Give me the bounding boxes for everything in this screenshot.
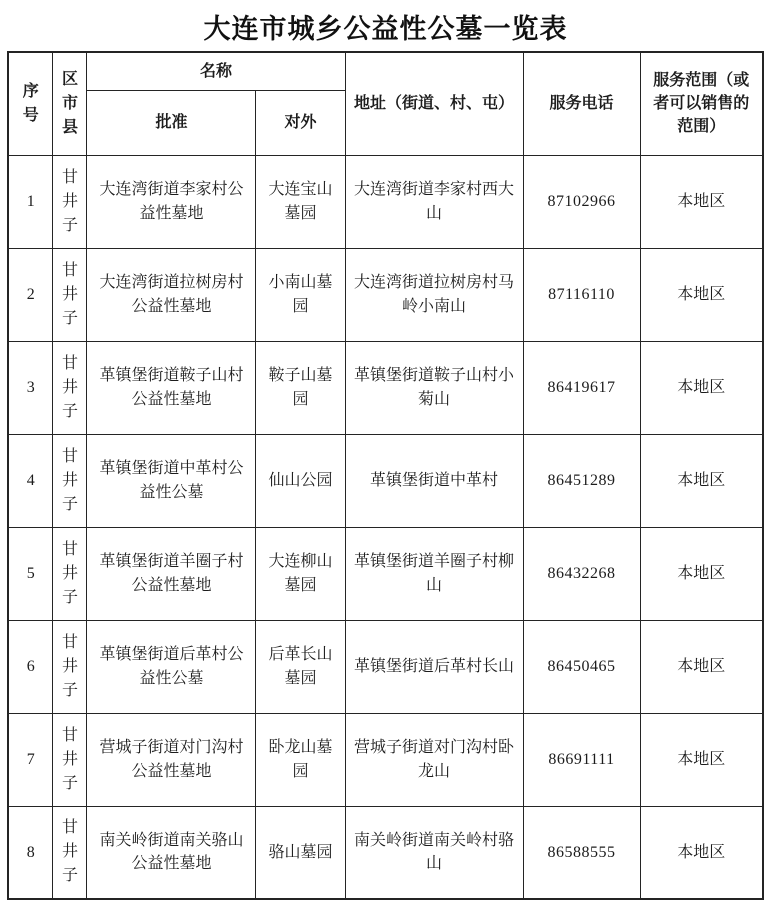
cell-district bbox=[53, 248, 87, 341]
cell-approved-name: 革镇堡街道鞍子山村公益性墓地 bbox=[87, 341, 256, 434]
cell-seq: 3 bbox=[8, 341, 53, 434]
header-approved: 批准 bbox=[87, 90, 256, 155]
cell-district-label: 甘井子 bbox=[61, 819, 78, 885]
cell-district-label: 甘井子 bbox=[61, 540, 78, 606]
cell-phone: 87102966 bbox=[523, 155, 640, 248]
cell-address: 南关岭街道南关岭村骆山 bbox=[345, 806, 523, 899]
header-district bbox=[53, 52, 87, 155]
cell-district bbox=[53, 155, 87, 248]
cell-approved-name: 大连湾街道拉树房村公益性墓地 bbox=[87, 248, 256, 341]
table-row bbox=[8, 341, 763, 434]
cemetery-table bbox=[7, 51, 764, 900]
cell-district-label: 甘井子 bbox=[61, 261, 78, 327]
cell-phone: 86450465 bbox=[523, 620, 640, 713]
table-row bbox=[8, 434, 763, 527]
cell-district-label: 甘井子 bbox=[61, 168, 78, 234]
table-row bbox=[8, 248, 763, 341]
table-header bbox=[8, 52, 763, 155]
cell-seq: 4 bbox=[8, 434, 53, 527]
cell-approved-name: 革镇堡街道后革村公益性公墓 bbox=[87, 620, 256, 713]
cell-external-name: 大连柳山墓园 bbox=[256, 527, 345, 620]
cell-external-name: 卧龙山墓园 bbox=[256, 713, 345, 806]
cell-approved-name: 革镇堡街道中革村公益性公墓 bbox=[87, 434, 256, 527]
cell-phone: 86451289 bbox=[523, 434, 640, 527]
cell-address: 革镇堡街道后革村长山 bbox=[345, 620, 523, 713]
cell-external-name: 小南山墓园 bbox=[256, 248, 345, 341]
cell-district bbox=[53, 806, 87, 899]
cell-district bbox=[53, 434, 87, 527]
cell-scope: 本地区 bbox=[640, 155, 763, 248]
cell-district-label: 甘井子 bbox=[61, 354, 78, 420]
table-row bbox=[8, 620, 763, 713]
cell-scope: 本地区 bbox=[640, 806, 763, 899]
cell-approved-name: 革镇堡街道羊圈子村公益性墓地 bbox=[87, 527, 256, 620]
header-address: 地址（街道、村、屯） bbox=[345, 52, 523, 155]
cell-scope: 本地区 bbox=[640, 341, 763, 434]
table-row bbox=[8, 527, 763, 620]
cell-external-name: 后革长山墓园 bbox=[256, 620, 345, 713]
cell-scope: 本地区 bbox=[640, 527, 763, 620]
header-name-group: 名称 bbox=[87, 52, 345, 90]
cell-district-label: 甘井子 bbox=[61, 726, 78, 792]
cell-district bbox=[53, 527, 87, 620]
cell-district-label: 甘井子 bbox=[61, 633, 78, 699]
cell-seq: 6 bbox=[8, 620, 53, 713]
cell-district-label: 甘井子 bbox=[61, 447, 78, 513]
cell-approved-name: 营城子街道对门沟村公益性墓地 bbox=[87, 713, 256, 806]
cell-phone: 86419617 bbox=[523, 341, 640, 434]
cell-address: 革镇堡街道中革村 bbox=[345, 434, 523, 527]
table-row bbox=[8, 713, 763, 806]
table-row bbox=[8, 806, 763, 899]
cell-phone: 86691111 bbox=[523, 713, 640, 806]
cell-district bbox=[53, 341, 87, 434]
cell-scope: 本地区 bbox=[640, 713, 763, 806]
cell-scope: 本地区 bbox=[640, 434, 763, 527]
cell-district bbox=[53, 713, 87, 806]
header-scope: 服务范围（或者可以销售的范围） bbox=[640, 52, 763, 155]
cell-phone: 86588555 bbox=[523, 806, 640, 899]
cell-seq: 2 bbox=[8, 248, 53, 341]
header-row-top bbox=[8, 52, 763, 90]
cell-phone: 87116110 bbox=[523, 248, 640, 341]
cell-approved-name: 大连湾街道李家村公益性墓地 bbox=[87, 155, 256, 248]
header-seq bbox=[8, 52, 53, 155]
header-seq-label: 序号 bbox=[22, 82, 39, 124]
cell-seq: 8 bbox=[8, 806, 53, 899]
cell-scope: 本地区 bbox=[640, 620, 763, 713]
cell-address: 营城子街道对门沟村卧龙山 bbox=[345, 713, 523, 806]
header-phone: 服务电话 bbox=[523, 52, 640, 155]
cell-approved-name: 南关岭街道南关骆山公益性墓地 bbox=[87, 806, 256, 899]
cell-seq: 5 bbox=[8, 527, 53, 620]
cell-address: 大连湾街道拉树房村马岭小南山 bbox=[345, 248, 523, 341]
cell-seq: 1 bbox=[8, 155, 53, 248]
cell-external-name: 骆山墓园 bbox=[256, 806, 345, 899]
page-title: 大连市城乡公益性公墓一览表 bbox=[203, 14, 568, 44]
cell-external-name: 大连宝山墓园 bbox=[256, 155, 345, 248]
cell-phone: 86432268 bbox=[523, 527, 640, 620]
cell-district bbox=[53, 620, 87, 713]
header-external: 对外 bbox=[256, 90, 345, 155]
cell-address: 革镇堡街道羊圈子村柳山 bbox=[345, 527, 523, 620]
cell-address: 大连湾街道李家村西大山 bbox=[345, 155, 523, 248]
cell-address: 革镇堡街道鞍子山村小菊山 bbox=[345, 341, 523, 434]
table-body bbox=[8, 155, 763, 899]
cell-external-name: 鞍子山墓园 bbox=[256, 341, 345, 434]
table-row bbox=[8, 155, 763, 248]
cell-seq: 7 bbox=[8, 713, 53, 806]
header-district-label: 区市县 bbox=[61, 70, 78, 136]
cell-scope: 本地区 bbox=[640, 248, 763, 341]
cell-external-name: 仙山公园 bbox=[256, 434, 345, 527]
